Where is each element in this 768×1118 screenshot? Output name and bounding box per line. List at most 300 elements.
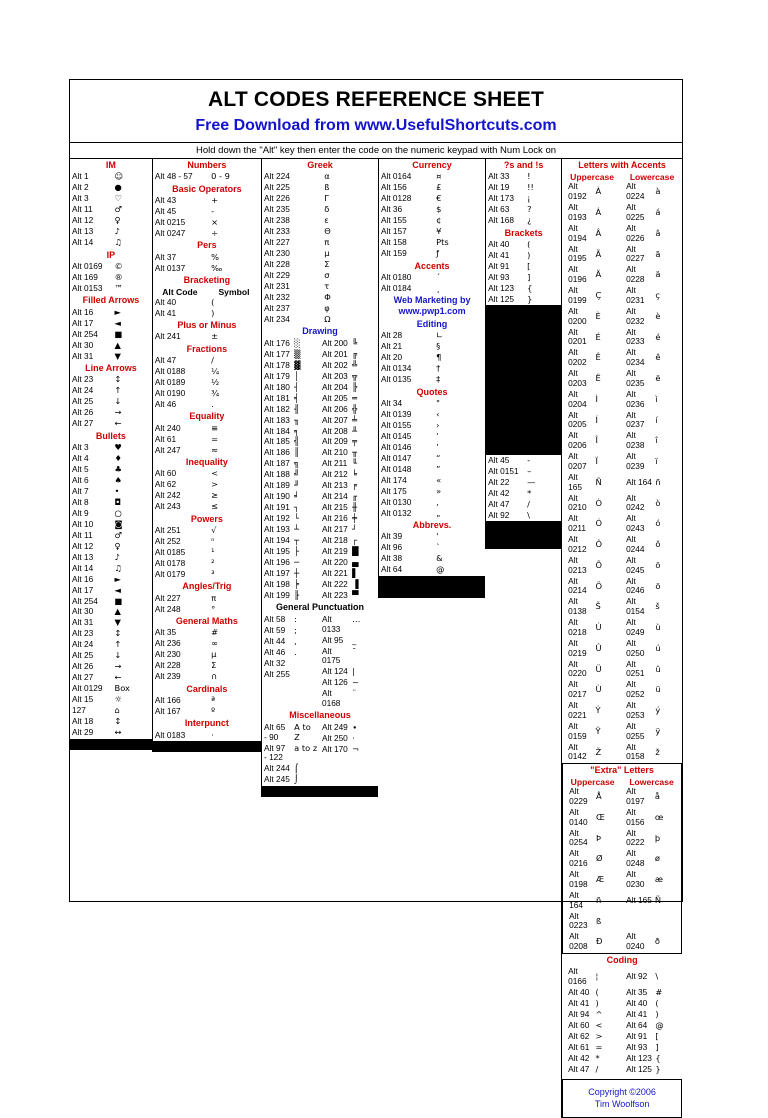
code-table [262,172,378,326]
table-row [562,493,682,514]
alt-code: Alt 0184 [380,282,412,293]
table-row [320,349,378,360]
symbol: Å [595,791,602,802]
alt-code: Alt 228 [264,259,290,270]
table-row [262,722,320,743]
table-row [320,579,378,590]
table-row [563,849,681,870]
subheader-1: Alt Code [162,286,198,297]
table-row [379,172,485,183]
alt-code: Alt 219 [321,546,348,557]
code-table [153,469,261,513]
table-row [320,371,378,382]
section-header-basic-operators: Basic Operators [172,183,242,194]
misc-left [262,722,320,785]
symbol: Ì [595,393,598,404]
table-row [153,377,261,388]
table-row [379,331,485,342]
symbol: ™ [114,282,123,293]
symbol: ¤ [436,171,442,182]
alt-code: Alt 213 [321,480,348,491]
symbol: ╧ [352,414,358,425]
symbol: < [595,1019,603,1030]
alt-code: Alt 37 [154,251,177,262]
alt-code: Alt 19 [488,182,510,193]
table-row [262,775,320,786]
alt-code: Alt 199 [264,590,290,601]
table-row [486,239,561,250]
alt-code: Alt 0238 [626,430,645,451]
table-row [262,194,378,205]
symbol: é [655,331,661,342]
symbol: Ê [595,352,601,363]
alt-code: Alt 43 [154,195,177,206]
extra-case-header [563,777,681,787]
table-row [70,618,152,629]
alt-code: Alt 93 [626,1041,648,1052]
table-row [563,807,681,828]
symbol: δ [324,204,330,215]
symbol: ╦ [352,370,358,381]
table-row [562,659,682,680]
alt-code [622,911,654,932]
symbol: Ù [595,684,602,695]
section-header-brackets: Brackets [504,227,543,238]
table-row [153,423,261,434]
alt-code: Alt 0151 [488,465,519,476]
symbol: ¦ [595,970,599,981]
symbol: à [655,186,661,197]
black-bar-col2 [153,741,261,752]
code-table [379,272,485,294]
symbol: « [436,474,442,485]
table-row [70,552,152,563]
symbol: │ [294,370,300,381]
alt-code: Alt 0197 [626,786,645,806]
symbol: * [527,487,532,498]
symbol: Ñ [595,476,602,487]
alt-code: Alt 0146 [380,441,412,452]
alt-code: Alt 165 [568,471,582,492]
table-row [262,349,320,360]
symbol: Ç [595,290,602,301]
symbol: ░ [294,337,301,348]
symbol: ½ [211,377,220,387]
section-header-inequality: Inequality [185,457,228,468]
alt-code: Alt 0222 [626,827,645,848]
symbol: / [211,355,214,366]
alt-code: Alt 36 [380,204,403,215]
symbol: ì [655,393,658,404]
table-row [262,658,320,669]
symbol: ☺ [114,171,124,182]
alt-code: Alt 183 [264,414,290,425]
alt-code: Alt 124 [321,666,348,677]
table-row [486,216,561,227]
alt-code: Alt 243 [154,501,181,512]
symbol: ↕ [114,716,122,727]
alt-code: Alt 16 [72,573,94,584]
code-table [262,614,320,680]
alt-code: Alt 204 [321,381,348,392]
table-row [562,597,682,618]
table-row [70,375,152,386]
alt-code: Alt 0249 [626,617,645,637]
symbol: π [324,237,330,248]
table-row [262,260,378,271]
symbol: ☼ [114,694,122,705]
column-4 [378,159,485,598]
section-header-extra-letters: "Extra" Letters [590,764,654,775]
table-row [262,404,320,415]
symbol: \ [527,509,530,520]
symbol: ♫ [114,237,122,248]
alt-code: Alt 196 [264,557,290,568]
alt-code: Alt 61 [154,433,177,444]
symbol: Ø [595,853,603,864]
download-subtitle: Free Download from www.UsefulShortcuts.com [195,117,557,134]
alt-code: Alt 0135 [380,374,412,385]
symbol: ╜ [294,480,300,491]
alt-code: Alt 234 [264,313,290,324]
alt-code: Alt 254 [72,328,98,339]
table-row [262,415,320,426]
alt-code: Alt 14 [72,562,94,573]
alt-code: Alt 241 [154,331,181,342]
code-table [70,261,152,294]
alt-code: Alt 24 [72,639,94,650]
symbol: ╞ [294,579,300,590]
table-row [562,389,682,410]
symbol: • [114,485,120,496]
alt-code: Alt 0180 [380,271,412,282]
alt-code: Alt 0207 [568,451,587,471]
alt-code: Alt 0240 [626,931,645,952]
table-row [486,172,561,183]
alt-code: Alt 92 [488,509,510,520]
table-row [562,1020,682,1031]
table-row [70,386,152,397]
symbol: Ω [324,313,331,324]
table-row [262,437,320,448]
table-row [262,614,320,625]
alt-code: Alt 192 [264,513,290,524]
table-row [320,590,378,601]
alt-code: Alt 230 [154,649,181,660]
alt-code: Alt 93 [488,271,510,282]
alt-code: Alt 126 [321,677,348,688]
table-row [70,307,152,318]
table-row [70,607,152,618]
table-row [262,426,320,437]
symbol: ▲ [114,606,121,617]
symbol: º [211,706,215,717]
alt-code: Alt 3 [72,193,89,204]
table-row [70,453,152,464]
alt-code: Alt 0248 [626,848,645,869]
alt-code: Alt 252 [154,536,181,547]
alt-code: Alt 232 [264,292,290,303]
table-row [486,455,561,466]
alt-code: Alt 39 [380,531,403,542]
section-header-miscellaneous: Miscellaneous [289,710,351,721]
symbol: Í [595,414,598,425]
symbol: ß [595,915,602,926]
symbol: ♪ [114,226,120,237]
symbol: ↑ [114,639,122,650]
table-row [153,661,261,672]
alt-code: Alt 0230 [626,869,645,889]
table-row [320,722,378,733]
table-row [379,398,485,409]
symbol: !! [527,182,534,193]
alt-code: Alt 237 [264,303,290,314]
symbol: ü [655,684,661,695]
table-row [153,308,261,319]
symbol: µ [211,649,217,660]
symbol: # [211,627,219,638]
symbol: ▒ [294,348,301,359]
table-row [320,667,378,678]
alt-code: Alt 27 [72,672,94,683]
table-row [153,628,261,639]
alt-code: Alt 0138 [568,596,587,617]
alt-code: Alt 2 [72,182,89,193]
alt-code: Alt 27 [72,418,94,429]
alt-code: Alt 223 [321,590,348,601]
table-row [153,218,261,229]
table-row [486,294,561,305]
symbol: ► [114,306,121,317]
symbol: ‡ [436,374,441,385]
alt-code: Alt 244 [264,763,290,774]
alt-code: Alt 0221 [568,700,587,720]
table-row [70,541,152,552]
symbol: … [352,613,361,624]
alt-code: 127 [72,705,86,716]
symbol: Ð [595,936,603,947]
code-table [379,398,485,519]
alt-code: Alt 182 [264,403,290,414]
symbol: ¨ [352,688,357,699]
symbol: @ [436,564,445,575]
symbol: ─ [294,557,300,568]
table-row [262,525,320,536]
column-2 [152,159,261,752]
symbol: ╡ [294,392,300,403]
code-table [153,525,261,580]
table-row [262,360,320,371]
symbol: } [655,1063,661,1074]
symbol: ┌ [352,535,358,546]
table-row [320,448,378,459]
alt-code: Alt 60 [568,1019,590,1030]
symbol: Ò [595,497,603,508]
black-bar-col1 [70,739,152,750]
alt-code: Alt 11 [72,529,93,540]
table-row [262,625,320,636]
table-row [486,272,561,283]
alt-code: Alt 0252 [626,679,645,700]
table-row [486,466,561,477]
alt-code: Alt 48 - 57 [154,171,193,182]
table-row [379,249,485,260]
code-table [70,375,152,430]
symbol: ■ [114,595,123,606]
table-row [562,1009,682,1020]
symbol [654,911,681,932]
symbol [292,669,320,680]
symbol: ↕ [114,628,122,639]
alt-code: Alt 61 [568,1041,590,1052]
table-row [153,297,261,308]
alt-code: Alt 0194 [568,222,587,243]
symbol: ≡ [211,422,219,433]
table-row [262,764,320,775]
alt-code: Alt 97 - 122 [264,742,286,763]
code-table [70,307,152,362]
table-row [153,207,261,218]
table-row [320,393,378,404]
table-row [70,464,152,475]
alt-code: Alt 5 [72,463,89,474]
table-row [379,194,485,205]
table-row [563,828,681,849]
alt-code: Alt 0155 [380,419,412,430]
symbol: ‘ [436,430,439,441]
table-row [562,1042,682,1053]
table-row [70,530,152,541]
table-row [379,375,485,386]
symbol: ♪ [114,551,120,562]
alt-code: Alt 35 [154,627,177,638]
symbol: ñ [655,476,661,487]
symbol: \ [655,970,659,981]
section-header-coding: Coding [606,954,638,965]
symbol: █ [352,546,359,557]
table-row [70,183,152,194]
alt-code: Alt 0133 [321,613,341,634]
code-table-pairs [562,966,682,1075]
alt-code: Alt 218 [321,535,348,546]
symbol: É [595,331,601,342]
symbol: ╙ [352,458,358,469]
section-header-currency: Currency [412,160,452,170]
table-row [70,329,152,340]
symbol: → [114,661,122,672]
alt-code: Alt 25 [72,396,94,407]
symbol: { [655,1052,661,1063]
table-row [262,579,320,590]
table-row [379,554,485,565]
alt-code: Alt 0255 [626,720,645,741]
symbol: ó [655,518,661,529]
symbol: ( [211,296,215,307]
alt-code: Alt 228 [154,660,181,671]
table-row [153,639,261,650]
symbol: ² [211,557,215,568]
alt-code: Alt 0225 [626,202,645,222]
symbol: ♥ [114,441,122,452]
symbol: ù [655,622,661,633]
alt-code: Alt 0195 [568,243,587,264]
alt-code: Alt 25 [72,650,94,661]
table-row [70,640,152,651]
table-row [320,459,378,470]
alt-code: Alt 46 [154,398,177,409]
symbol: Ô [595,539,603,550]
symbol: Ï [595,456,598,467]
alt-code: Alt 164 [569,889,583,910]
alt-code: Alt 0129 [72,683,103,694]
symbol: + [211,195,219,206]
symbol: ® [114,271,123,282]
symbol: ≈ [211,444,219,455]
table-row [379,227,485,238]
alt-code: Alt 0154 [626,596,645,617]
alt-code: Alt 164 [626,476,652,487]
symbol: a to z [294,742,318,753]
alt-code: Alt 194 [264,535,290,546]
symbol: = [211,433,219,444]
alt-code: Alt 20 [380,352,403,363]
symbol: ╗ [294,458,300,469]
symbol: . [211,398,214,409]
page-title: ALT CODES REFERENCE SHEET [208,88,544,111]
alt-code: Alt 0156 [626,806,645,827]
symbol: § [436,341,441,352]
table-row [262,393,320,404]
table-row [70,497,152,508]
symbol: ╖ [294,414,300,425]
symbol: ╒ [352,480,358,491]
table-row [320,360,378,371]
alt-code: Alt 200 [321,337,348,348]
table-row [70,408,152,419]
alt-code: Alt 209 [321,436,348,447]
symbol: @ [655,1019,664,1030]
alt-code: Alt 0168 [321,688,341,708]
alt-code: Alt 197 [264,568,290,579]
table-row [320,514,378,525]
symbol: ■ [114,328,123,339]
table-row [70,238,152,249]
code-table [486,455,561,521]
symbol: ▲ [114,339,121,350]
alt-code: Alt 63 [488,204,510,215]
table-row [262,371,320,382]
alt-code: Alt 38 [380,553,403,564]
table-row [262,227,378,238]
alt-code: Alt 17 [72,584,94,595]
alt-code: Alt 0226 [626,222,645,243]
subheader-2: Lowercase [629,776,674,787]
symbol: ↓ [114,396,122,407]
alt-code: Alt 0237 [626,409,645,430]
table-row [379,216,485,227]
table-row [562,182,682,203]
symbol: ú [655,642,661,653]
alt-code: Alt 177 [264,348,290,359]
table-row [70,419,152,430]
symbol: è [655,310,661,321]
symbol: ⌠ [294,763,299,774]
alt-code: Alt 159 [380,248,407,259]
alt-code: Alt 0192 [568,181,587,202]
alt-code: Alt 157 [380,226,407,237]
table-row [153,650,261,661]
symbol: ≥ [211,490,219,501]
